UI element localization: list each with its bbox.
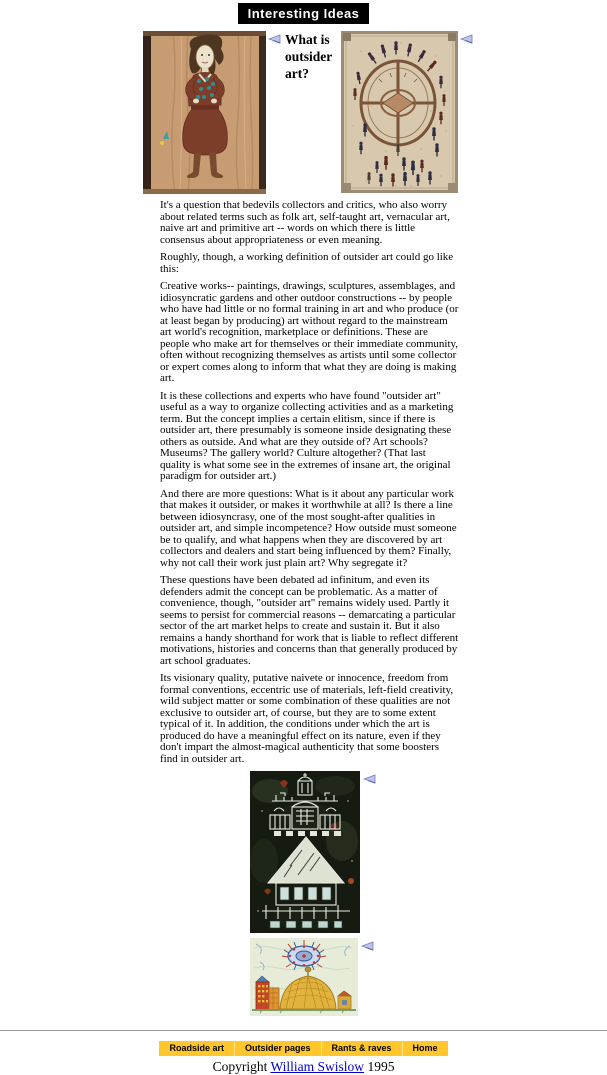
footer-divider (0, 1030, 607, 1031)
article-paragraph: Roughly, though, a working definition of outsider art could go like this: (160, 251, 454, 275)
wheel-painting-image (341, 31, 458, 193)
dome-arrow-icon[interactable] (361, 941, 374, 951)
article-paragraph: Its visionary quality, putative naivete or innocence, freedom from formal conventions, eccentric use of materials, left-field creativity, wild subject matter or some combination of these qualities are not exclusive to outsider art, of course, but they are to some extent typical of it. In addition, the conditions under which the art is produced do have a meaningful effect on its nature, even if they don't impart the almost-magical authenticity that some boosters find in outsider art. (160, 672, 454, 765)
nav-item-home[interactable]: Home (402, 1041, 448, 1056)
page (0, 3, 607, 1075)
article-paragraph: It's a question that bedevils collectors and critics, who also worry about related terms such as folk art, self-taught art, vernacular art, naive art and primitive art -- words on which there is little consensus about appropriateness or even meaning. (160, 199, 450, 246)
article-paragraph: Creative works-- paintings, drawings, sculptures, assemblages, and idiosyncratic gardens and other outdoor constructions -- by people who have had little or no formal training in art and who produce (or at least began by producing) art without regard to the mainstream art world's recognition, marketplace or definitions. These are people who make art for themselves or their immediate community, often without recognizing themselves as artists until some collector or expert comes along to inform that what they are doing is making art. (160, 280, 459, 384)
nav-item-roadside-art[interactable]: Roadside art (169, 1043, 224, 1053)
dome-drawing-image (250, 938, 358, 1016)
buildings-painting-image (250, 771, 360, 933)
wheel-arrow-icon[interactable] (460, 34, 473, 44)
article-paragraph: And there are more questions: What is it about any particular work that makes it outsider, or makes it worthwhile at all? Is there a line between idiosyncrasy, one of the most sought-after qualities in outsider art, and simple incompetence? How outside must someone be to qualify, and what happens when they are discovered by art collectors and dealers and start being influenced by them? Finally, why not call their work just plain art? Why segregate it? (160, 487, 457, 569)
article-paragraph: It is these collections and experts who have found "outsider art" useful as a way to organize collecting activities and as a marketing term. But the concept implies a certain elitism, since if there is outsider art, there presumably is someone inside designating these others as outside. And what are they outside of? Art schools? Museums? The gallery world? Culture altogether? (That last quality is what some see in the extremes of insane art, the original paradigm for outsider art.) (160, 389, 454, 482)
page-title: What is outsider art? (285, 32, 333, 81)
woman-painting-image (143, 31, 266, 194)
top-figures-row (143, 31, 607, 194)
author-link[interactable]: William Swislow (270, 1059, 365, 1074)
mid-figures (250, 771, 607, 1016)
article-paragraph: These questions have been debated ad infinitum, and even its defenders admit the concept can be problematic. As a matter of convenience, though, "outsider art" remains widely used. Partly it seems to persist for commercial reasons -- demarcating a particular sector of the art market helps to create and sustain it. But it also remains a handy shorthand for work that is liable to reflect different motivations, histories and concerns than that generally produced by art school graduates. (160, 574, 459, 667)
heading-arrow-icon[interactable] (268, 34, 281, 44)
nav-item-rants-raves[interactable]: Rants & raves (321, 1041, 402, 1056)
article-body (160, 200, 459, 765)
nav-item-outsider-pages[interactable]: Outsider pages (234, 1041, 321, 1056)
footer-navbar (159, 1041, 447, 1056)
copyright-line (0, 1059, 607, 1075)
copyright-prefix: Copyright (212, 1059, 268, 1074)
buildings-arrow-icon[interactable] (363, 774, 376, 784)
copyright-year: 1995 (367, 1059, 395, 1074)
site-banner: Interesting Ideas (238, 3, 370, 24)
